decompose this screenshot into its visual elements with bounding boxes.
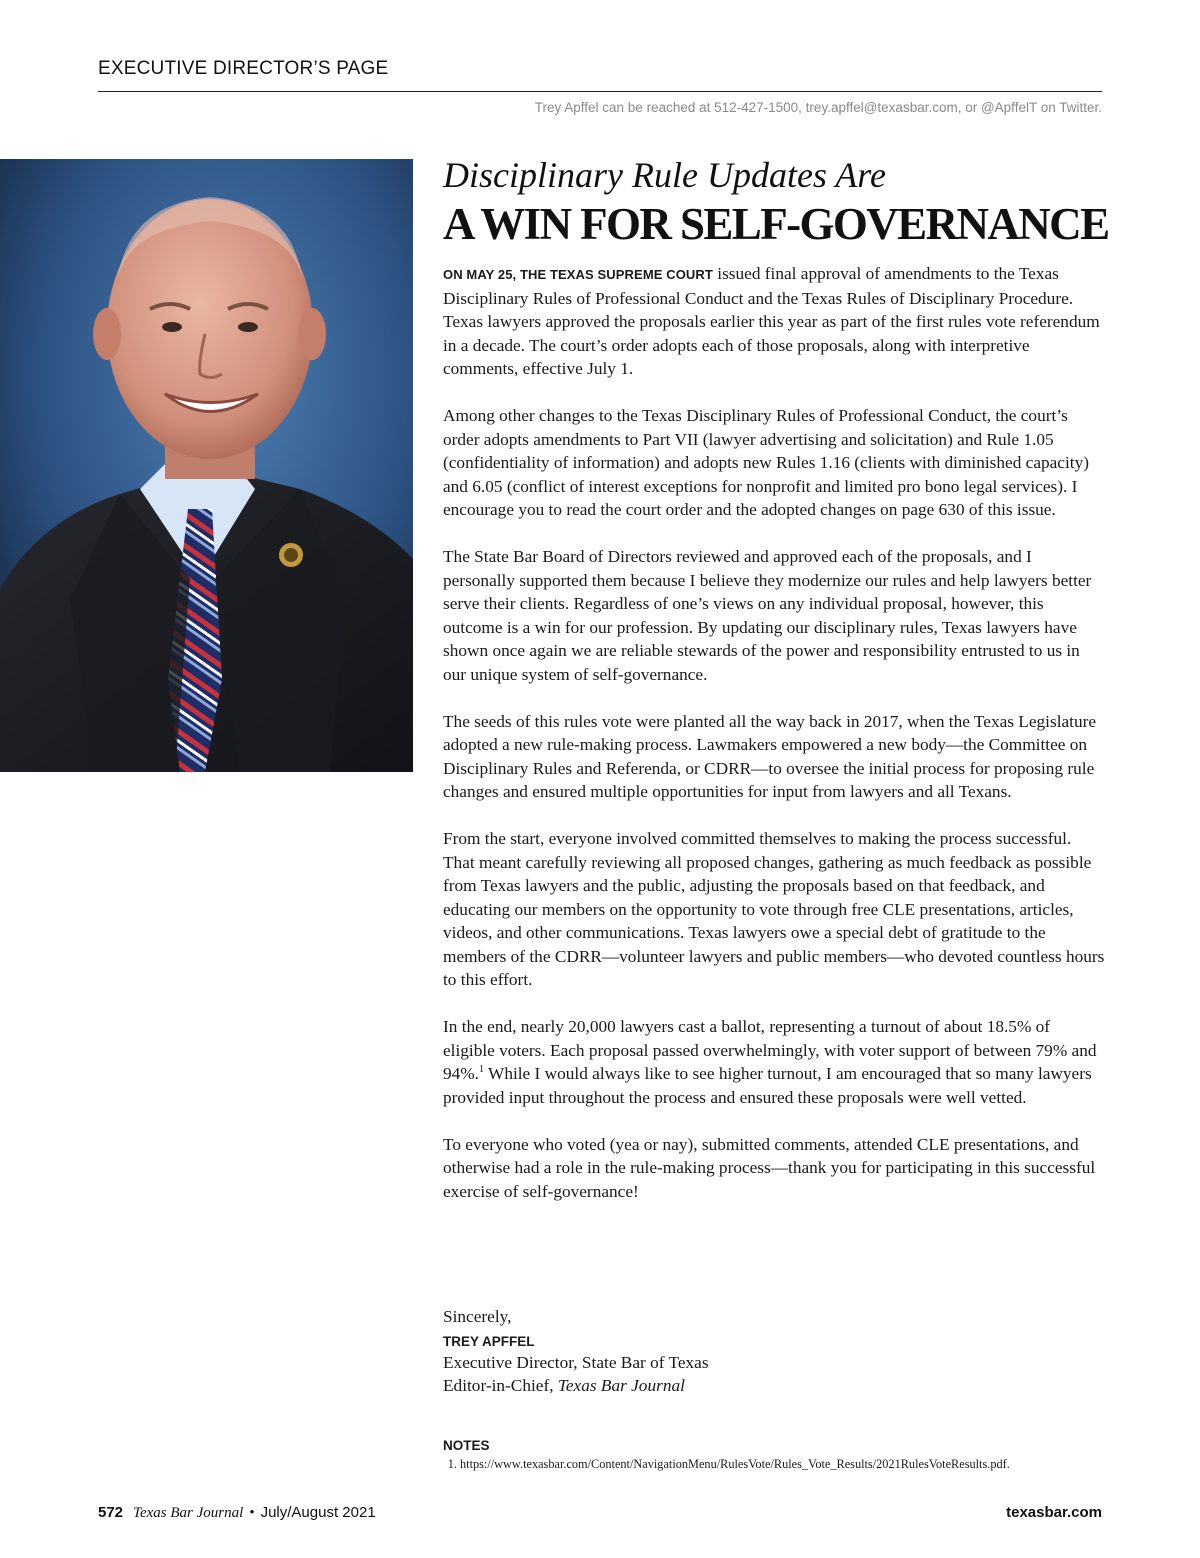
paragraph-5: From the start, everyone involved committed themselves to making the process successful. That meant carefully reviewing all proposed changes, gathering as much feedback as possible from Texas lawyers and the public, adjusting the proposals based on that feedback, and educating our members on the opportunity to vote through free CLE presentations, articles, videos, and other communications. Texas lawyers owe a special debt of gratitude to the members of the CDRR—volunteer lawyers and public members—who devoted countless hours to this effort.	[443, 829, 1105, 989]
signer-title-2-publication: Texas Bar Journal	[557, 1376, 685, 1395]
paragraph-6-text-b: While I would always like to see higher turnout, I am encouraged that so many lawyers provided input throughout the process and ensured these proposals were well vetted.	[443, 1064, 1092, 1107]
footer-left	[98, 1504, 376, 1522]
footnote-ref: 1	[479, 1064, 484, 1076]
notes-list	[443, 1456, 1103, 1473]
notes-heading: NOTES	[443, 1438, 490, 1453]
paragraph-1-text: issued final approval of amendments to the Texas Disciplinary Rules of Professional Conduct and the Texas Rules of Disciplinary Procedure. Texas lawyers approved the proposals earlier this year as part of the first rules vote referendum in a decade. The court’s order adopts each of those proposals, along with interpretive comments, effective July 1.	[443, 264, 1100, 378]
paragraph-4: The seeds of this rules vote were planted all the way back in 2017, when the Texas Legislature adopted a new rule-making process. Lawmakers empowered a new body—the Committee on Disciplinary Rules and Referenda, or CDRR—to oversee the initial process for proposing rule changes and ensured multiple opportunities for input from lawyers and all Texans.	[443, 711, 1097, 801]
signoff	[443, 1305, 1103, 1397]
headline-kicker: Disciplinary Rule Updates Are	[443, 155, 886, 195]
note-item: 1. https://www.texasbar.com/Content/NavigationMenu/RulesVote/Rules_Vote_Results/2021RulesVoteResults.pdf.	[460, 1456, 1103, 1473]
paragraph-7: To everyone who voted (yea or nay), submitted comments, attended CLE presentations, and otherwise had a role in the rule-making process—thank you for participating in this successful exercise of self-governance!	[443, 1134, 1096, 1201]
paragraph-6-text-a: In the end, nearly 20,000 lawyers cast a ballot, representing a turnout of about 18.5% of eligible voters. Each proposal passed overwhelmingly, with voter support of between 79% and 94%.	[443, 1017, 1097, 1083]
footer-website: texasbar.com	[1006, 1504, 1102, 1521]
signer-name: TREY APFFEL	[443, 1334, 535, 1349]
paragraph-3: The State Bar Board of Directors reviewed and approved each of the proposals, and I personally supported them because I believe they modernize our rules and help lawyers better serve their clients. Regardless of one’s views on any individual proposal, however, this outcome is a win for our profession. By updating our disciplinary rules, Texas lawyers have shown once again we are reliable stewards of the power and responsibility entrusted to us in our unique system of self-governance.	[443, 547, 1092, 684]
signer-title-2-prefix: Editor-in-Chief,	[443, 1376, 558, 1395]
headline-title: A WIN FOR SELF-GOVERNANCE	[443, 199, 1109, 249]
contact-line: Trey Apffel can be reached at 512-427-1500, trey.apffel@texasbar.com, or @ApffelT on Twitter.	[534, 100, 1102, 115]
signer-title-1: Executive Director, State Bar of Texas	[443, 1353, 709, 1372]
notes-section	[443, 1438, 1103, 1473]
footer-date: July/August 2021	[260, 1504, 376, 1521]
footer-bullet: •	[249, 1505, 255, 1521]
page-number: 572	[98, 1504, 124, 1521]
article-body	[443, 262, 1105, 1227]
author-portrait	[0, 159, 413, 772]
footer-publication: Texas Bar Journal	[133, 1505, 244, 1521]
header-rule	[98, 91, 1102, 92]
section-label: EXECUTIVE DIRECTOR’S PAGE	[98, 58, 389, 79]
paragraph-2: Among other changes to the Texas Disciplinary Rules of Professional Conduct, the court’s order adopts amendments to Part VII (lawyer advertising and solicitation) and Rule 1.05 (confidentiality of information) and adopts new Rules 1.16 (clients with diminished capacity) and 6.05 (conflict of interest exceptions for nonprofit and limited pro bono legal services). I encourage you to read the court order and the adopted changes on page 630 of this issue.	[443, 406, 1089, 519]
closing: Sincerely,	[443, 1307, 512, 1326]
signer-title-2	[443, 1374, 1103, 1397]
lead-in: ON MAY 25, THE TEXAS SUPREME COURT	[443, 267, 713, 282]
paragraph-6	[443, 1015, 1105, 1109]
paragraph-1	[443, 262, 1105, 381]
